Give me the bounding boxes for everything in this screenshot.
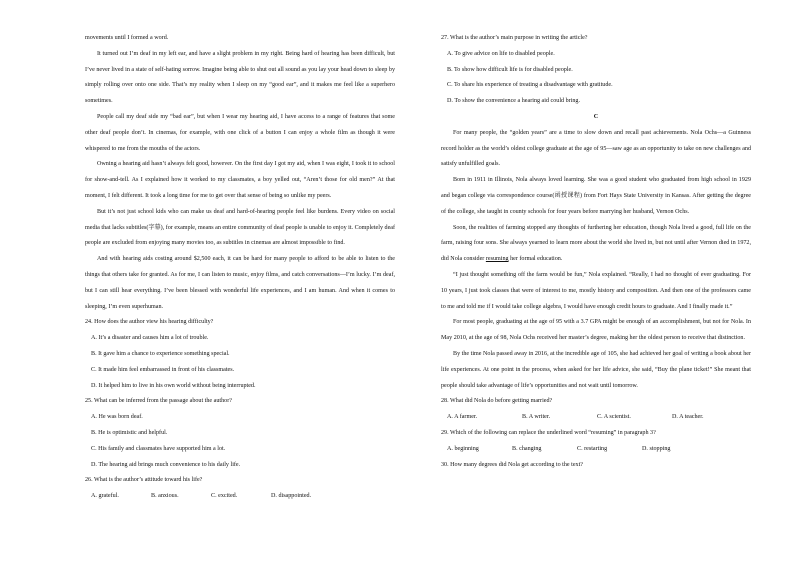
question-26-option-a[interactable]: A. grateful.	[91, 493, 119, 500]
right-column	[441, 31, 751, 473]
question-25-option-d[interactable]: D. The hearing aid brings much convenience to his daily life.	[91, 461, 241, 468]
question-24-option-a[interactable]: A. It’s a disaster and causes him a lot of trouble.	[91, 335, 209, 342]
question-29-option-c[interactable]: C. restarting	[577, 445, 608, 452]
question-25-option-b[interactable]: B. He is optimistic and helpful.	[91, 429, 168, 436]
question-24-option-c[interactable]: C. It made him feel embarrassed in front of his classmates.	[91, 366, 235, 373]
underlined-word-resuming: resuming	[485, 256, 509, 263]
question-28-option-c[interactable]: C. A scientist.	[597, 414, 631, 421]
passage-paragraph: It turned out I’m deaf in my left ear, and have a slight problem in my right. Being hard of hearing has been difficult, but I’ve never lived in a state of self-hating sorrow. Imagine being able to shut out all sound as you lay your head down to sleep by simply rolling over onto one side. That’s my reality when I sleep on my “good ear”, and it makes me feel like a superhero sometimes.	[85, 50, 395, 105]
question-24-stem: 24. How does the author view his hearing difficulty?	[85, 319, 214, 326]
question-25-stem: 25. What can be inferred from the passage about the author?	[85, 398, 232, 405]
passage-paragraph: People call my deaf side my “bad ear”, but when I wear my hearing aid, I have access to a range of features that some other deaf people don’t. In cinemas, for example, with one click of a button I can enjoy a whole film as though it were whispered to me from the mouths of the actors.	[85, 113, 395, 152]
passage-paragraph: And with hearing aids costing around $2,500 each, it can be hard for many people to afford to be able to listen to the things that others take for granted. As for me, I can listen to music, enjoy films, and catch conversations—I’m lucky. I’m deaf, but I can still hear everything. I’ve been blessed with wonderful life experiences, and I am human. And when it comes to sleeping, I’m even superhuman.	[85, 256, 395, 310]
question-28-option-d[interactable]: D. A teacher.	[672, 414, 704, 421]
question-29-options	[441, 442, 751, 458]
question-26-option-b[interactable]: B. anxious.	[151, 493, 179, 500]
passage-paragraph: “I just thought something off the farm would be fun,” Nola explained. “Really, I had no thought of ever graduating. For 10 years, I just took classes that were of interest to me, mostly history and composition. And then one of the professors came to me and told me if I would take college algebra, I would have enough credit hours to graduate. And I finally made it.”	[441, 271, 751, 310]
question-25-option-c[interactable]: C. His family and classmates have supported him a lot.	[91, 445, 226, 452]
question-29-stem: 29. Which of the following can replace the underlined word “resuming” in paragraph 3?	[441, 429, 656, 436]
question-27-stem: 27. What is the author’s main purpose in writing the article?	[441, 35, 588, 41]
passage-paragraph-resuming	[441, 221, 751, 268]
question-29-option-a[interactable]: A. beginning	[447, 445, 479, 452]
question-26-options	[85, 489, 395, 505]
question-26-stem: 26. What is the author’s attitude toward his life?	[85, 477, 203, 484]
question-28-stem: 28. What did Nola do before getting married?	[441, 398, 553, 405]
section-heading-c: C	[593, 113, 599, 120]
question-27-option-b[interactable]: B. To show how difficult life is for disabled people.	[447, 66, 573, 73]
question-24-option-d[interactable]: D. It helped him to live in his own world without being interrupted.	[91, 382, 256, 389]
passage-paragraph: Owning a hearing aid hasn’t always felt good, however. On the first day I got my aid, when I was eight, I took it to school for show-and-tell. As I explained how it worked to my classmates, a boy yelled out, “Aren’t those for old men?” At that moment, I felt different. It took a long time for me to get over that sense of being so unlike my peers.	[85, 161, 395, 199]
left-column	[85, 31, 395, 505]
question-26-option-d[interactable]: D. disappointed.	[271, 493, 312, 500]
question-27-option-a[interactable]: A. To give advice on life to disabled people.	[447, 50, 555, 57]
passage-paragraph: For most people, graduating at the age of 95 with a 3.7 GPA might be enough of an accomplishment, but not for Nola. In May 2010, at the age of 98, Nola Ochs received her master’s degree, making her the oldest person to receive that distinction.	[441, 319, 751, 342]
passage-paragraph: movements until I formed a word.	[85, 35, 169, 41]
passage-paragraph: For many people, the “golden years” are a time to slow down and recall past achievements. Nola Ochs—a Guinness record holder as the world’s oldest college graduate at the age of 95—saw age as an opportunity to take on new challenges and satisfy unfulfilled goals.	[441, 129, 751, 168]
question-27-option-c[interactable]: C. To share his experience of treating a disadvantage with gratitude.	[447, 82, 613, 89]
question-26-option-c[interactable]: C. excited.	[211, 493, 238, 500]
question-28-option-a[interactable]: A. A farmer.	[447, 414, 478, 421]
question-27-option-d[interactable]: D. To show the convenience a hearing aid could bring.	[447, 98, 580, 105]
question-28-options	[441, 410, 751, 426]
question-30-stem: 30. How many degrees did Nola get according to the text?	[441, 461, 583, 468]
paragraph-text-before: Soon, the realities of farming stopped any thoughts of furthering her education, though Nola lived a good, full life on the farm, raising four sons. She always yearned to learn more about the world she lived in, but not until after Vernon died in 1972, did Nola consider	[441, 224, 751, 263]
paragraph-text-after: her formal education.	[508, 256, 563, 263]
question-24-option-b[interactable]: B. It gave him a chance to experience something special.	[91, 350, 230, 357]
passage-paragraph: Born in 1911 in Illinois, Nola always loved learning. She was a good student who graduated from high school in 1929 and began college via correspondence course(函授课程) from Fort Hays State University in Kansas. After getting the degree of the college, she taught in county schools for four years before marrying her husband, Vernon Ochs.	[441, 177, 751, 215]
passage-paragraph: By the time Nola passed away in 2016, at the incredible age of 105, she had achieved her goal of writing a book about her life experiences. At one point in the process, when asked for her life advice, she said, “Buy the plane ticket!” She meant that people should take advantage of life’s opportunities and not wait until tomorrow.	[441, 350, 751, 389]
question-29-option-b[interactable]: B. changing	[512, 445, 542, 452]
question-29-option-d[interactable]: D. stopping	[642, 445, 671, 452]
question-25-option-a[interactable]: A. He was born deaf.	[91, 414, 143, 421]
passage-paragraph: But it’s not just school kids who can make us deaf and hard-of-hearing people feel like burdens. Every video on social media that lacks subtitles(字幕), for example, means an entire community of deaf people is unable to enjoy it. Completely deaf people are excluded from enjoying many movies too, as subtitles in cinemas are almost impossible to find.	[85, 208, 396, 247]
question-28-option-b[interactable]: B. A writer.	[522, 414, 551, 421]
